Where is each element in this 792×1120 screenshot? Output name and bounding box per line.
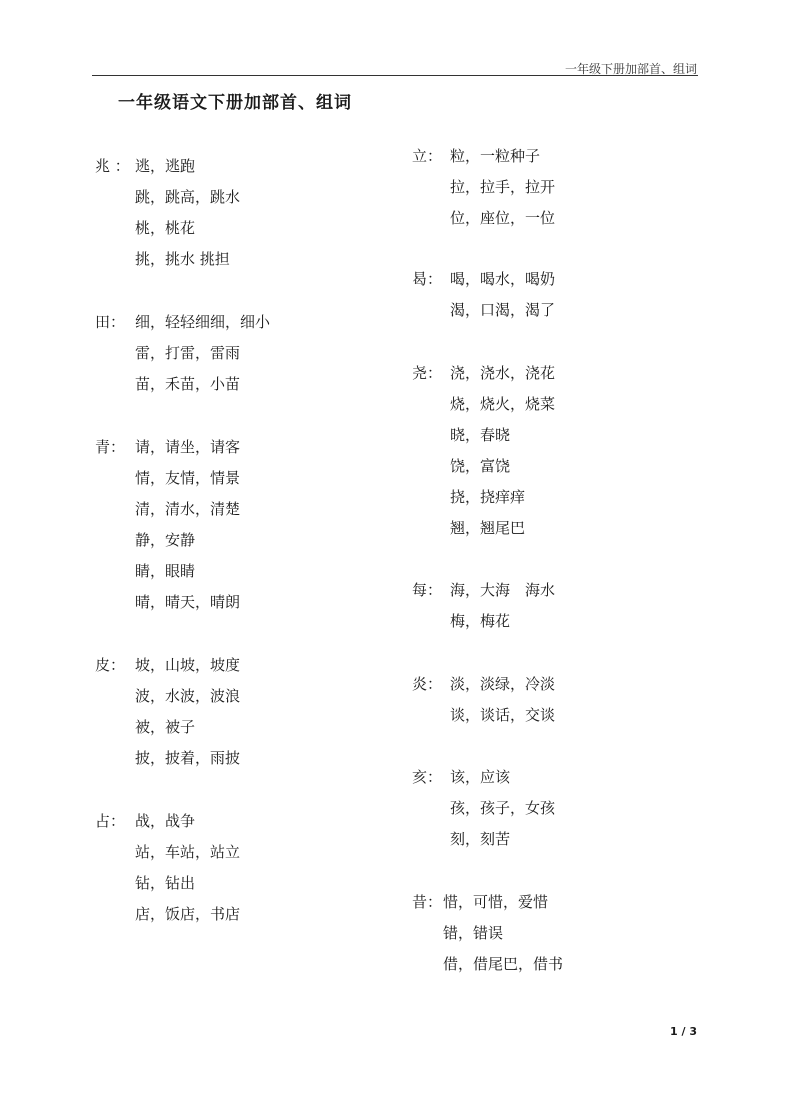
word-entry: 借，借尾巴，借书 xyxy=(443,955,564,973)
word-entry: 挑，挑水 挑担 xyxy=(135,250,230,268)
word-entry: 桃，桃花 xyxy=(135,219,196,237)
word-entry: 请，请坐，请客 xyxy=(135,438,241,456)
word-entry: 该，应该 xyxy=(450,768,511,786)
radical-label: 占： xyxy=(95,812,126,830)
word-entry: 烧，烧火，烧菜 xyxy=(450,395,556,413)
word-entry: 跳，跳高，跳水 xyxy=(135,188,241,206)
word-entry: 晓，春晓 xyxy=(450,426,511,444)
word-entry: 拉，拉手，拉开 xyxy=(450,178,556,196)
word-entry: 梅，梅花 xyxy=(450,612,511,630)
word-entry: 坡，山坡，坡度 xyxy=(135,656,241,674)
word-entry: 位，座位，一位 xyxy=(450,209,556,227)
word-entry: 喝，喝水，喝奶 xyxy=(450,270,556,288)
word-entry: 孩，孩子，女孩 xyxy=(450,799,556,817)
radical-label: 立： xyxy=(412,147,443,165)
word-entry: 淡，淡绿，冷淡 xyxy=(450,675,556,693)
radical-label: 曷： xyxy=(412,270,443,288)
word-entry: 雷，打雷，雷雨 xyxy=(135,344,241,362)
radical-label: 青： xyxy=(95,438,126,456)
radical-label: 每： xyxy=(412,581,443,599)
word-entry: 浇，浇水，浇花 xyxy=(450,364,556,382)
word-entry: 翘，翘尾巴 xyxy=(450,519,526,537)
word-entry: 谈，谈话，交谈 xyxy=(450,706,556,724)
word-entry: 晴，晴天，晴朗 xyxy=(135,593,241,611)
radical-label: 昔： xyxy=(412,893,443,911)
word-entry: 逃，逃跑 xyxy=(135,157,196,175)
word-entry: 站，车站，站立 xyxy=(135,843,241,861)
running-header: 一年级下册加部首、组词 xyxy=(564,62,697,76)
word-entry: 静，安静 xyxy=(135,531,196,549)
radical-label: 田： xyxy=(95,313,126,331)
word-entry: 错，错误 xyxy=(443,924,504,942)
word-entry: 挠，挠痒痒 xyxy=(450,488,526,506)
radical-label: 炎： xyxy=(412,675,443,693)
radical-label: 皮： xyxy=(95,656,126,674)
word-entry: 披，披着，雨披 xyxy=(135,749,241,767)
page-number: 1 / 3 xyxy=(670,1025,697,1038)
page-title: 一年级语文下册加部首、组词 xyxy=(118,93,352,113)
word-entry: 惜，可惜，爱惜 xyxy=(443,893,549,911)
word-entry: 波，水波，波浪 xyxy=(135,687,241,705)
word-entry: 被，被子 xyxy=(135,718,196,736)
word-entry: 刻，刻苦 xyxy=(450,830,511,848)
word-entry: 海，大海 海水 xyxy=(450,581,556,599)
word-entry: 清，清水，清楚 xyxy=(135,500,241,518)
word-entry: 细，轻轻细细，细小 xyxy=(135,313,271,331)
header-rule xyxy=(92,75,698,76)
word-entry: 睛，眼睛 xyxy=(135,562,196,580)
word-entry: 苗，禾苗，小苗 xyxy=(135,375,241,393)
word-entry: 钻，钻出 xyxy=(135,874,196,892)
word-entry: 情，友情，情景 xyxy=(135,469,241,487)
radical-label: 兆 ： xyxy=(95,157,130,175)
word-entry: 粒，一粒种子 xyxy=(450,147,541,165)
word-entry: 渴，口渴，渴了 xyxy=(450,301,556,319)
word-entry: 店，饭店，书店 xyxy=(135,905,241,923)
radical-label: 亥： xyxy=(412,768,443,786)
word-entry: 战，战争 xyxy=(135,812,196,830)
radical-label: 尧： xyxy=(412,364,443,382)
word-entry: 饶，富饶 xyxy=(450,457,511,475)
